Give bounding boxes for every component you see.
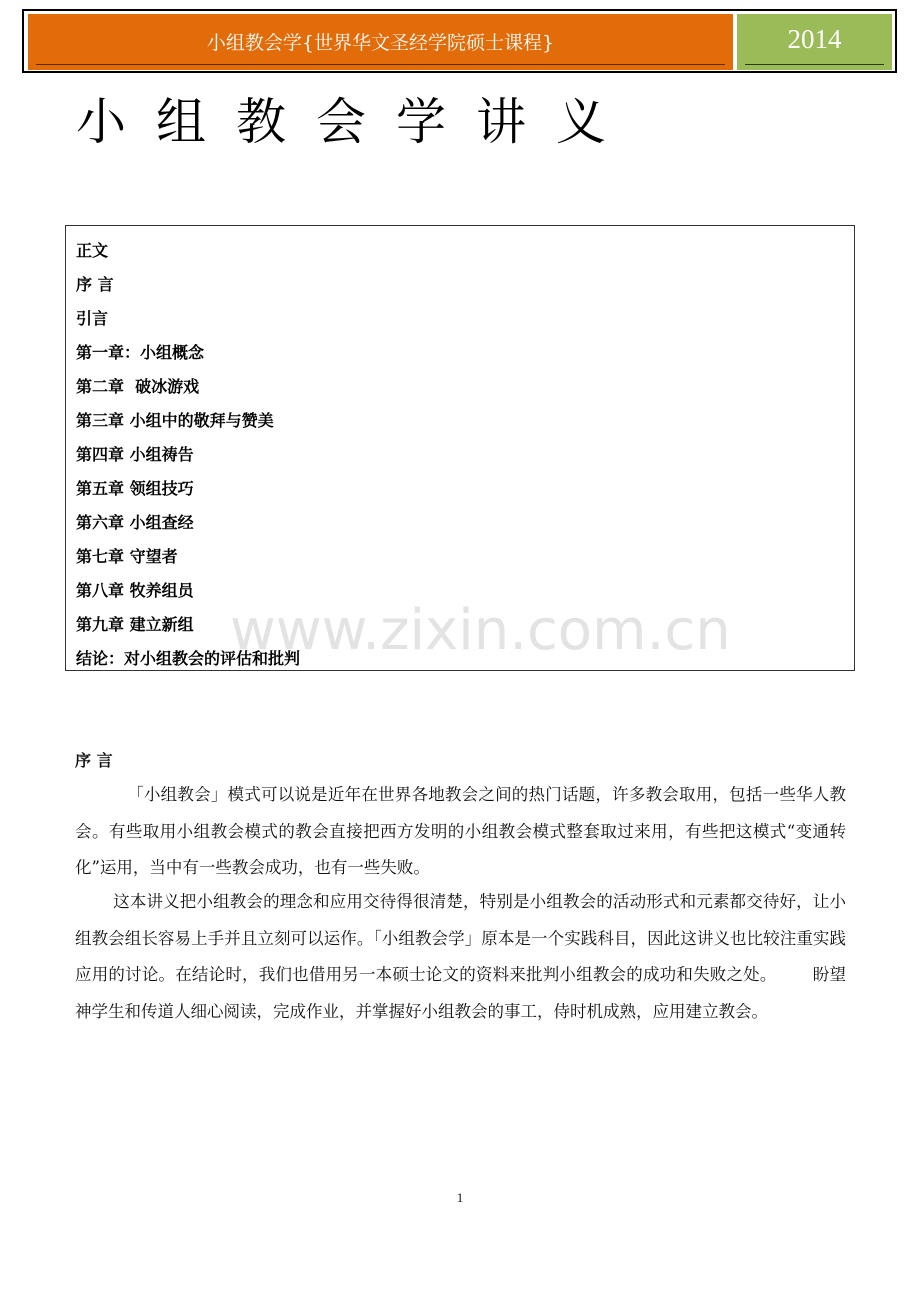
page-number: 1	[456, 1190, 464, 1205]
toc-item: 结论：对小组教会的评估和批判	[76, 649, 301, 668]
preface-paragraph	[75, 777, 846, 887]
preface-paragraph	[75, 884, 846, 1031]
header-year: 2014	[787, 24, 842, 54]
header-title: 小组教会学{世界华文圣经学院硕士课程}	[206, 32, 555, 54]
toc-item: 第八章 牧养组员	[76, 581, 194, 600]
preface-paragraph-text: 盼望神学生和传道人细心阅读，完成作业，并掌握好小组教会的事工，侍时机成熟，应用建立教会。	[75, 965, 847, 1022]
document-title: 小组教会学讲义	[76, 93, 636, 151]
toc-item: 第五章 领组技巧	[76, 479, 194, 498]
toc-item: 正文	[76, 241, 109, 260]
preface-heading: 序 言	[75, 751, 113, 770]
toc-item: 第六章 小组查经	[76, 513, 194, 532]
toc-item: 引言	[76, 309, 109, 328]
header-year-block	[737, 14, 892, 70]
toc-item: 第一章：小组概念	[76, 343, 205, 362]
toc-item: 第四章 小组祷告	[76, 445, 194, 464]
watermark: www.zixin.com.cn	[230, 598, 731, 663]
toc-item: 第九章 建立新组	[76, 615, 194, 634]
header-title-underline	[36, 64, 725, 65]
toc-item: 第七章 守望者	[76, 547, 178, 566]
toc-item: 第二章 破冰游戏	[76, 377, 200, 396]
toc-item: 序 言	[76, 275, 114, 294]
page-header	[22, 9, 897, 73]
header-title-block	[28, 14, 733, 70]
preface-paragraph-text: 这本讲义把小组教会的理念和应用交待得很清楚，特别是小组教会的活动形式和元素都交待好，让小组教会组长容易上手并且立刻可以运作。「小组教会学」原本是一个实践科目，因此这讲义也比较注重实践应用的讨论。在结论时，我们也借用另一本硕士论文的资料来批判小组教会的成功和失败之处。	[75, 892, 846, 985]
preface-paragraph-text: 「小组教会」模式可以说是近年在世界各地教会之间的热门话题，许多教会取用，包括一些华人教会。有些取用小组教会模式的教会直接把西方发明的小组教会模式整套取过来用，有些把这模式“变通转化”运用，当中有一些教会成功，也有一些失败。	[75, 785, 846, 878]
toc-item: 第三章 小组中的敬拜与赞美	[76, 411, 274, 430]
header-year-underline	[745, 64, 884, 65]
